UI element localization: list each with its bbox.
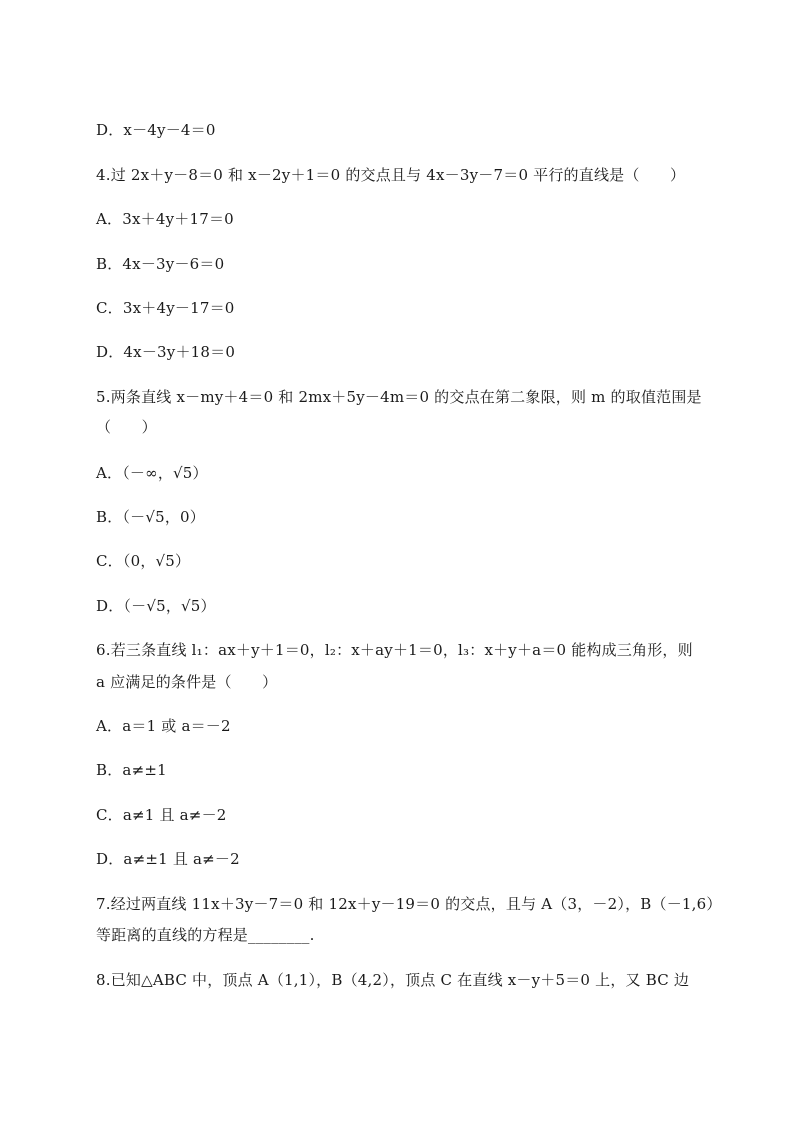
q5-stem-cont: （ ） [96, 418, 157, 436]
q5-option-c: C．（0，√5） [96, 552, 191, 570]
q6-stem: 6.若三条直线 l₁：ax＋y＋1＝0，l₂：x＋ay＋1＝0，l₃：x＋y＋a＝0 能构成三角形，则 [96, 641, 693, 659]
q5-option-b: B．（－√5，0） [96, 508, 205, 526]
q4-option-b: B．4x－3y－6＝0 [96, 255, 225, 273]
q8-stem: 8.已知△ABC 中，顶点 A（1,1），B（4,2），顶点 C 在直线 x－y＋5＝0 上，又 BC 边 [96, 971, 690, 989]
q4-option-c: C．3x＋4y－17＝0 [96, 299, 235, 317]
q3-option-d: D．x－4y－4＝0 [96, 121, 216, 139]
q6-option-b: B．a≠±1 [96, 761, 167, 779]
q6-option-c: C．a≠1 且 a≠－2 [96, 806, 227, 824]
q5-option-d: D．（－√5，√5） [96, 597, 216, 615]
q6-stem-cont: a 应满足的条件是（ ） [96, 673, 278, 691]
q4-option-d: D．4x－3y＋18＝0 [96, 343, 236, 361]
q4-stem: 4.过 2x＋y－8＝0 和 x－2y＋1＝0 的交点且与 4x－3y－7＝0 平行的直线是（ ） [96, 166, 686, 184]
q7-stem-cont: 等距离的直线的方程是________. [96, 926, 315, 944]
q6-option-a: A．a＝1 或 a＝－2 [96, 717, 231, 735]
q7-stem: 7.经过两直线 11x＋3y－7＝0 和 12x＋y－19＝0 的交点，且与 A（3，－2），B（－1,6） [96, 895, 722, 913]
q6-option-d: D．a≠±1 且 a≠－2 [96, 850, 240, 868]
q5-stem: 5.两条直线 x－my＋4＝0 和 2mx＋5y－4m＝0 的交点在第二象限，则 m 的取值范围是 [96, 388, 702, 406]
q5-option-a: A．（－∞，√5） [96, 464, 208, 482]
q4-option-a: A．3x＋4y＋17＝0 [96, 210, 234, 228]
